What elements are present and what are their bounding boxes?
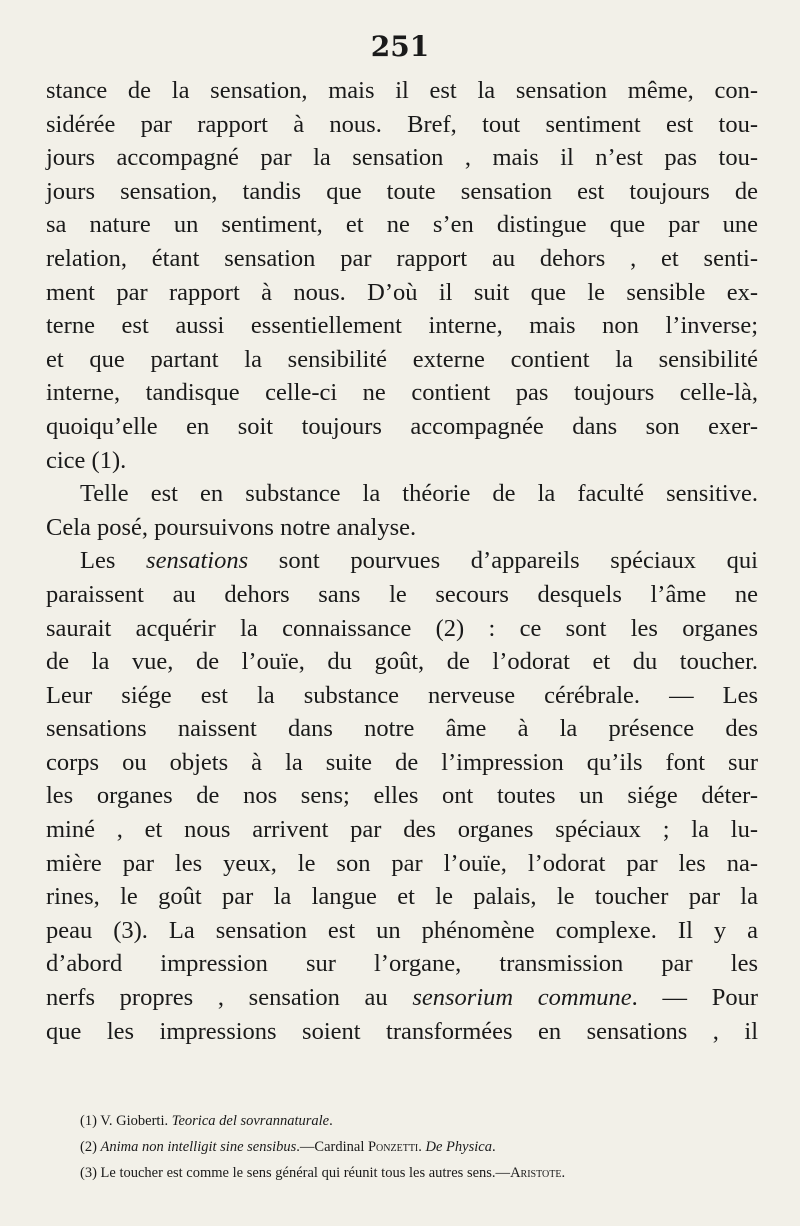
page-number: 251 [370,30,430,63]
text-line: jours sensation, tandis que toute sensation est toujours de [46,177,758,205]
text-line: Leur siége est la substance nerveuse cérébrale. — Les [46,681,758,709]
text-run: nerfs propres , sensation au [46,984,413,1012]
text-line: miné , et nous arrivent par des organes spéciaux ; la lu- [46,816,758,844]
text-line: et que partant la sensibilité externe contient la sensibilité [46,345,758,373]
text-run: . — Pour [631,984,758,1012]
text-line: rines, le goût par la langue et le palais, le toucher par la [46,883,758,911]
text-line: paraissent au dehors sans le secours desquels l’âme ne [46,580,758,608]
text-line: peau (3). La sensation est un phénomène complexe. Il y a [46,916,758,944]
text-line: sa nature un sentiment, et ne s’en distingue que par une [46,211,758,239]
text-run: . [329,1113,333,1129]
text-line: d’abord impression sur l’organe, transmission par les [46,950,758,978]
footnotes [80,1108,760,1186]
text-line: Telle est en substance la théorie de la faculté sensitive. [80,480,758,508]
text-line: cice (1). [46,446,127,474]
text-line: jours accompagné par la sensation , mais il n’est pas tou- [46,144,758,172]
text-line: terne est aussi essentiellement interne, mais non l’inverse; [46,312,758,340]
footnote-number: (3) [80,1165,97,1181]
footnote [80,1108,760,1134]
italic-term: sensations [146,547,249,575]
text-line [46,544,758,578]
text-run: sont pourvues d’appareils spéciaux qui [248,547,758,575]
footnote [80,1160,760,1186]
text-run: . [561,1165,566,1181]
text-line: sensations naissent dans notre âme à la présence des [46,715,758,743]
text-line: stance de la sensation, mais il est la sensation même, con- [46,77,758,104]
text-run: Le toucher est comme le sens général qui réunit tous les autres sens.— [100,1165,511,1181]
text-line: les organes de nos sens; elles ont toutes un siége déter- [46,782,758,810]
text-line: de la vue, de l’ouïe, du goût, de l’odorat et du toucher. [46,648,758,676]
text-line: relation, étant sensation par rapport au dehors , et senti- [46,244,758,272]
text-line: Cela posé, poursuivons notre analyse. [46,513,417,541]
text-line: ment par rapport à nous. D’où il suit que le sensible ex- [46,278,758,306]
italic-title: Teorica del sovrannaturale [171,1113,330,1129]
footnote-number: (1) [80,1113,97,1129]
text-line: que les impressions soient transformées en sensations , il [46,1017,758,1045]
text-run: . [491,1139,496,1155]
text-line: mière par les yeux, le son par l’ouïe, l’odorat par les na- [46,849,758,877]
italic-title: Anima non intelligit sine sensibus [100,1139,297,1155]
text-line [46,981,758,1015]
text-line: sidérée par rapport à nous. Bref, tout sentiment est tou- [46,110,758,138]
author-name: Aristote [510,1165,562,1181]
body-text [46,74,758,1048]
author-name: Ponzetti [367,1139,419,1155]
italic-term: sensorium commune [412,984,632,1012]
text-run: .—Cardinal [296,1139,368,1155]
text-line: interne, tandisque celle-ci ne contient pas toujours celle-là, [46,379,758,407]
text-run: Les [80,547,147,575]
text-run: V. Gioberti. [100,1113,172,1129]
footnote: (2) Anima non intelligit sine sensibus.—Cardinal Ponzetti. De Physica. [80,1139,496,1155]
text-line: corps ou objets à la suite de l’impression qu’ils font sur [46,748,758,776]
italic-title: De Physica [425,1139,492,1155]
text-line: quoiqu’elle en soit toujours accompagnée dans son exer- [46,412,758,440]
footnote-number: (2) [80,1139,97,1155]
text-line: saurait acquérir la connaissance (2) : ce sont les organes [46,614,758,642]
